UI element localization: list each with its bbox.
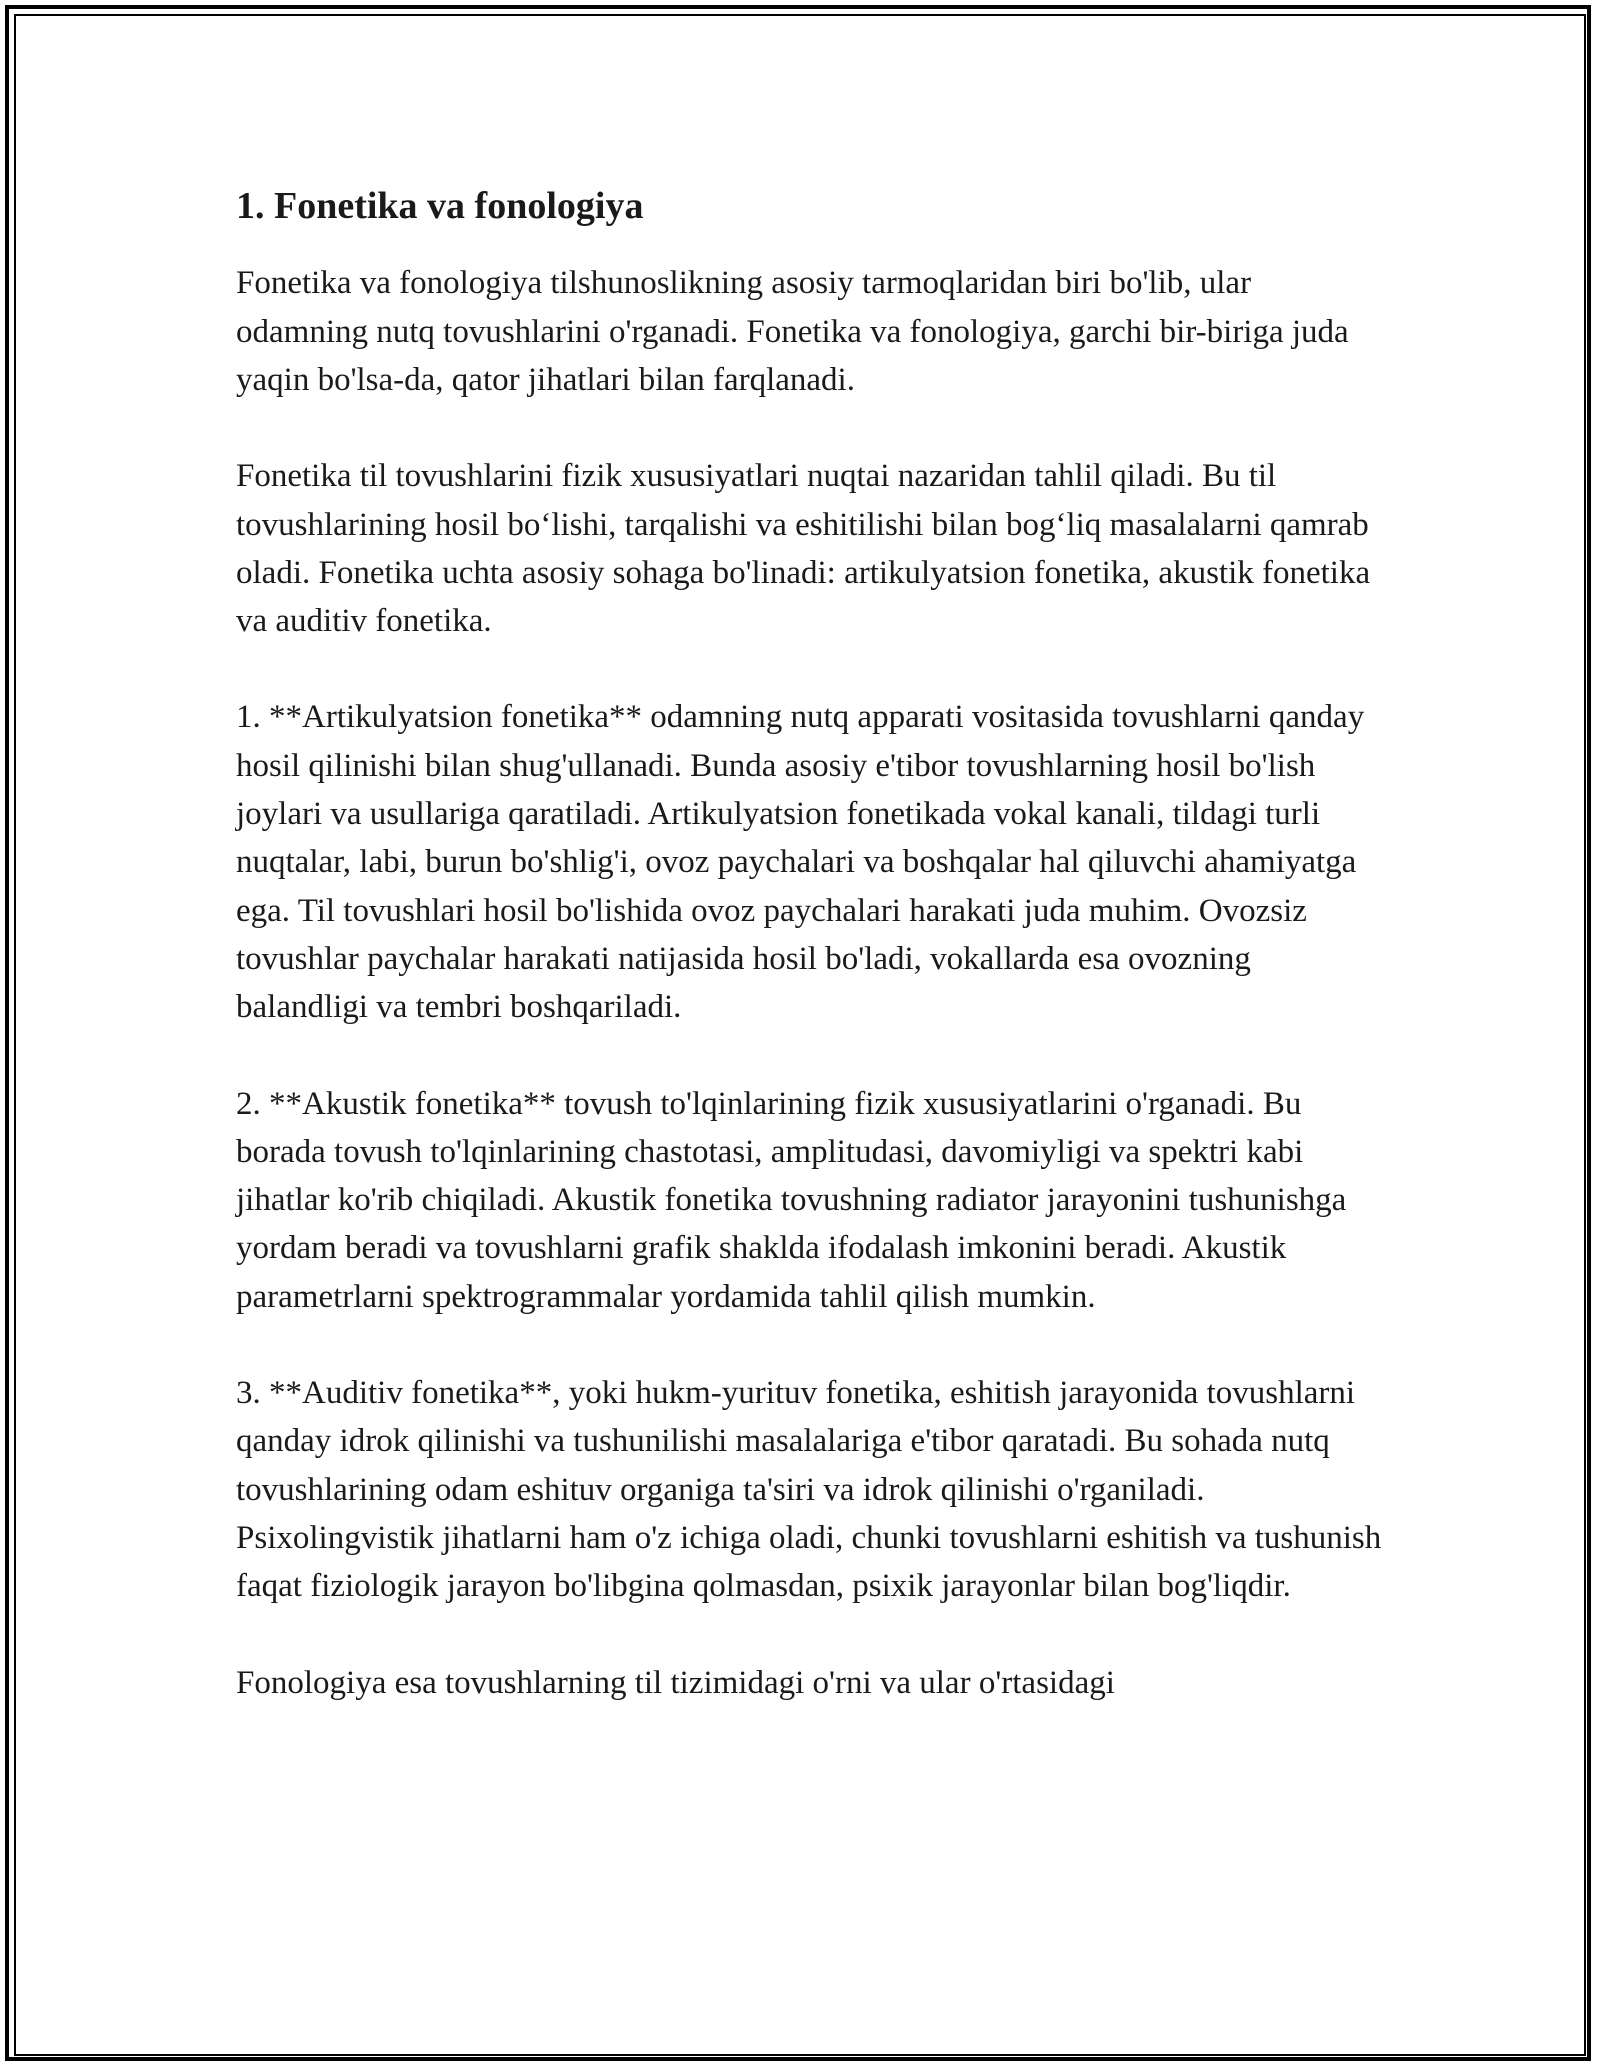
paragraph-articulatory-phonetics: 1. **Artikulyatsion fonetika** odamning nutq apparati vositasida tovushlarni qanday hosil qilinishi bilan shug'ullanadi. Bunda asosiy e'tibor tovushlarning hosil bo'lish joylari va usullariga qaratiladi. Artikulyatsion fonetikada vokal kanali, tildagi turli nuqtalar, labi, burun bo'shlig'i, ovoz paychalari va boshqalar hal qiluvchi ahamiyatga ega. Til tovushlari hosil bo'lishida ovoz paychalari harakati juda muhim. Ovozsiz tovushlar paychalar harakati natijasida hosil bo'ladi, vokallarda esa ovozning balandligi va tembri boshqariladi. <box>236 699 1365 1026</box>
paragraph-auditory-phonetics: 3. **Auditiv fonetika**, yoki hukm-yurituv fonetika, eshitish jarayonida tovushlarni qanday idrok qilinishi va tushunilishi masalalariga e'tibor qaratadi. Bu sohada nutq tovushlarining odam eshituv organiga ta'siri va idrok qilinishi o'rganiladi. Psixolingvistik jihatlarni ham o'z ichiga oladi, chunki tovushlarni eshitish va tushunish faqat fiziologik jarayon bo'libgina qolmasdan, psixik jarayonlar bilan bog'liqdir. <box>236 1375 1382 1605</box>
paragraph-intro: Fonetika va fonologiya tilshunoslikning asosiy tarmoqlaridan biri bo'lib, ular odamning nutq tovushlarini o'rganadi. Fonetika va fonologiya, garchi bir-biriga juda yaqin bo'lsa-da, qator jihatlari bilan farqlanadi. <box>236 265 1349 398</box>
document-body <box>236 182 1386 1707</box>
section-heading: 1. Fonetika va fonologiya <box>236 185 644 227</box>
paragraph-phonetics-overview: Fonetika til tovushlarini fizik xususiyatlari nuqtai nazaridan tahlil qiladi. Bu til tovushlarining hosil bo‘lishi, tarqalishi va eshitilishi bilan bog‘liq masalalarni qamrab oladi. Fonetika uchta asosiy sohaga bo'linadi: artikulyatsion fonetika, akustik fonetika va auditiv fonetika. <box>236 458 1371 640</box>
paragraph-phonology-start: Fonologiya esa tovushlarning til tizimidagi o'rni va ular o'rtasidagi <box>236 1664 1115 1701</box>
paragraph-acoustic-phonetics: 2. **Akustik fonetika** tovush to'lqinlarining fizik xususiyatlarini o'rganadi. Bu borada tovush to'lqinlarining chastotasi, amplitudasi, davomiyligi va spektri kabi jihatlar ko'rib chiqiladi. Akustik fonetika tovushning radiator jarayonini tushunishga yordam beradi va tovushlarni grafik shaklda ifodalash imkonini beradi. Akustik parametrlarni spektrogrammalar yordamida tahlil qilish mumkin. <box>236 1085 1347 1315</box>
